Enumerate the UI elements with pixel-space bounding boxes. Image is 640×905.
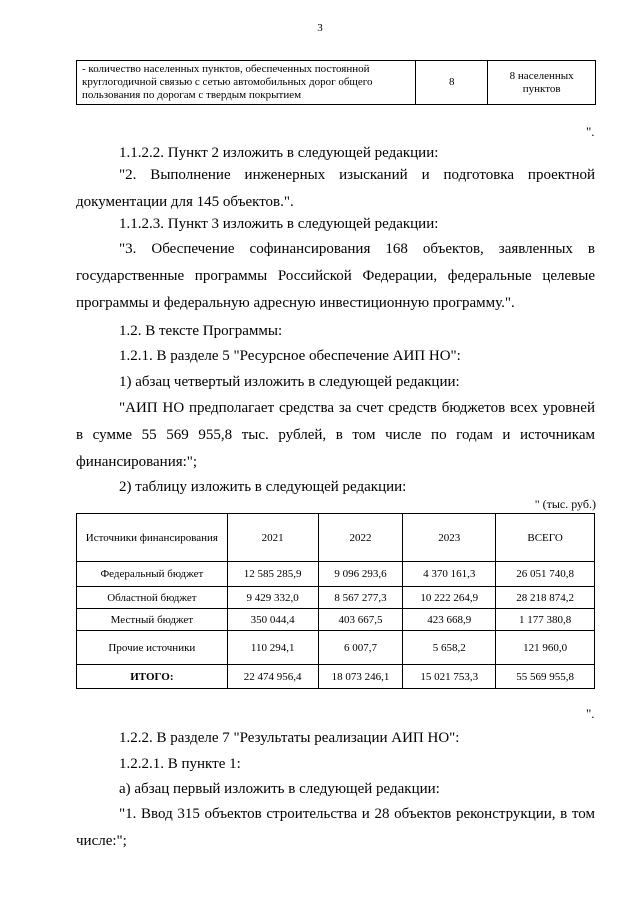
paragraph: 1) абзац четвертый изложить в следующей редакции:: [119, 374, 460, 390]
paragraph: "2. Выполнение инженерных изысканий и подготовка проектной документации для 145 объектов.".: [76, 167, 595, 210]
row-label: Областной бюджет: [77, 587, 228, 609]
finance-table: [76, 513, 595, 689]
table-cell: 1 177 380,8: [496, 609, 595, 631]
table-row: [77, 587, 595, 609]
total-row: [77, 665, 595, 689]
closing-quote: ".: [586, 124, 595, 139]
table-cell: 26 051 740,8: [496, 562, 595, 587]
closing-quote: ".: [586, 706, 595, 721]
paragraph: 1.2.2. В разделе 7 "Результаты реализации АИП НО":: [119, 730, 460, 746]
paragraph: 1.2.2.1. В пункте 1:: [119, 756, 241, 772]
paragraph: 2) таблицу изложить в следующей редакции:: [119, 479, 407, 495]
table-cell: 10 222 264,9: [403, 587, 496, 609]
table-cell: 9 096 293,6: [318, 562, 403, 587]
table-cell: 18 073 246,1: [318, 665, 403, 689]
column-header: 2022: [318, 514, 403, 562]
row-label: ИТОГО:: [77, 665, 228, 689]
indicator-table: [76, 60, 596, 105]
table-cell: 110 294,1: [227, 631, 318, 665]
table-cell: 423 668,9: [403, 609, 496, 631]
paragraph: а) абзац первый изложить в следующей редакции:: [119, 781, 440, 797]
table-cell: 350 044,4: [227, 609, 318, 631]
table-row: [77, 61, 596, 105]
indicator-description: - количество населенных пунктов, обеспеченных постоянной круглогодичной связью с сетью автомобильных дорог общего пользования по дорогам с твердым покрытием: [77, 61, 416, 105]
table-cell: 121 960,0: [496, 631, 595, 665]
table-cell: 5 658,2: [403, 631, 496, 665]
table-cell: 15 021 753,3: [403, 665, 496, 689]
paragraph: 1.1.2.2. Пункт 2 изложить в следующей редакции:: [119, 145, 439, 161]
row-label: Федеральный бюджет: [77, 562, 228, 587]
column-header: 2023: [403, 514, 496, 562]
paragraph: 1.2. В тексте Программы:: [119, 323, 283, 339]
table-cell: 403 667,5: [318, 609, 403, 631]
table-cell: 28 218 874,2: [496, 587, 595, 609]
table-header-row: [77, 514, 595, 562]
paragraph: 1.1.2.3. Пункт 3 изложить в следующей редакции:: [119, 216, 439, 232]
table-cell: 9 429 332,0: [227, 587, 318, 609]
paragraph: 1.2.1. В разделе 5 "Ресурсное обеспечение АИП НО":: [119, 348, 461, 364]
row-label: Прочие источники: [77, 631, 228, 665]
paragraph: "1. Ввод 315 объектов строительства и 28 объектов реконструкции, в том числе:";: [76, 806, 595, 849]
table-cell: 12 585 285,9: [227, 562, 318, 587]
column-header: 2021: [227, 514, 318, 562]
paragraph: "3. Обеспечение софинансирования 168 объектов, заявленных в государственные программы Российской Федерации, федеральные целевые программы и федеральную адресную инвестиционную программу.".: [76, 241, 595, 311]
table-cell: 8 567 277,3: [318, 587, 403, 609]
indicator-value: 8: [416, 61, 488, 105]
column-header: ВСЕГО: [496, 514, 595, 562]
table-cell: 4 370 161,3: [403, 562, 496, 587]
indicator-result: 8 населенных пунктов: [488, 61, 596, 105]
table-row: [77, 562, 595, 587]
unit-note: " (тыс. руб.): [534, 497, 596, 511]
table-cell: 55 569 955,8: [496, 665, 595, 689]
table-row: [77, 609, 595, 631]
table-cell: 22 474 956,4: [227, 665, 318, 689]
paragraph: "АИП НО предполагает средства за счет средств бюджетов всех уровней в сумме 55 569 955,8 тыс. рублей, в том числе по годам и источникам финансирования:";: [76, 400, 595, 470]
table-row: [77, 631, 595, 665]
row-label: Местный бюджет: [77, 609, 228, 631]
page-number: 3: [317, 22, 323, 34]
table-cell: 6 007,7: [318, 631, 403, 665]
column-header: Источники финансирования: [77, 514, 228, 562]
